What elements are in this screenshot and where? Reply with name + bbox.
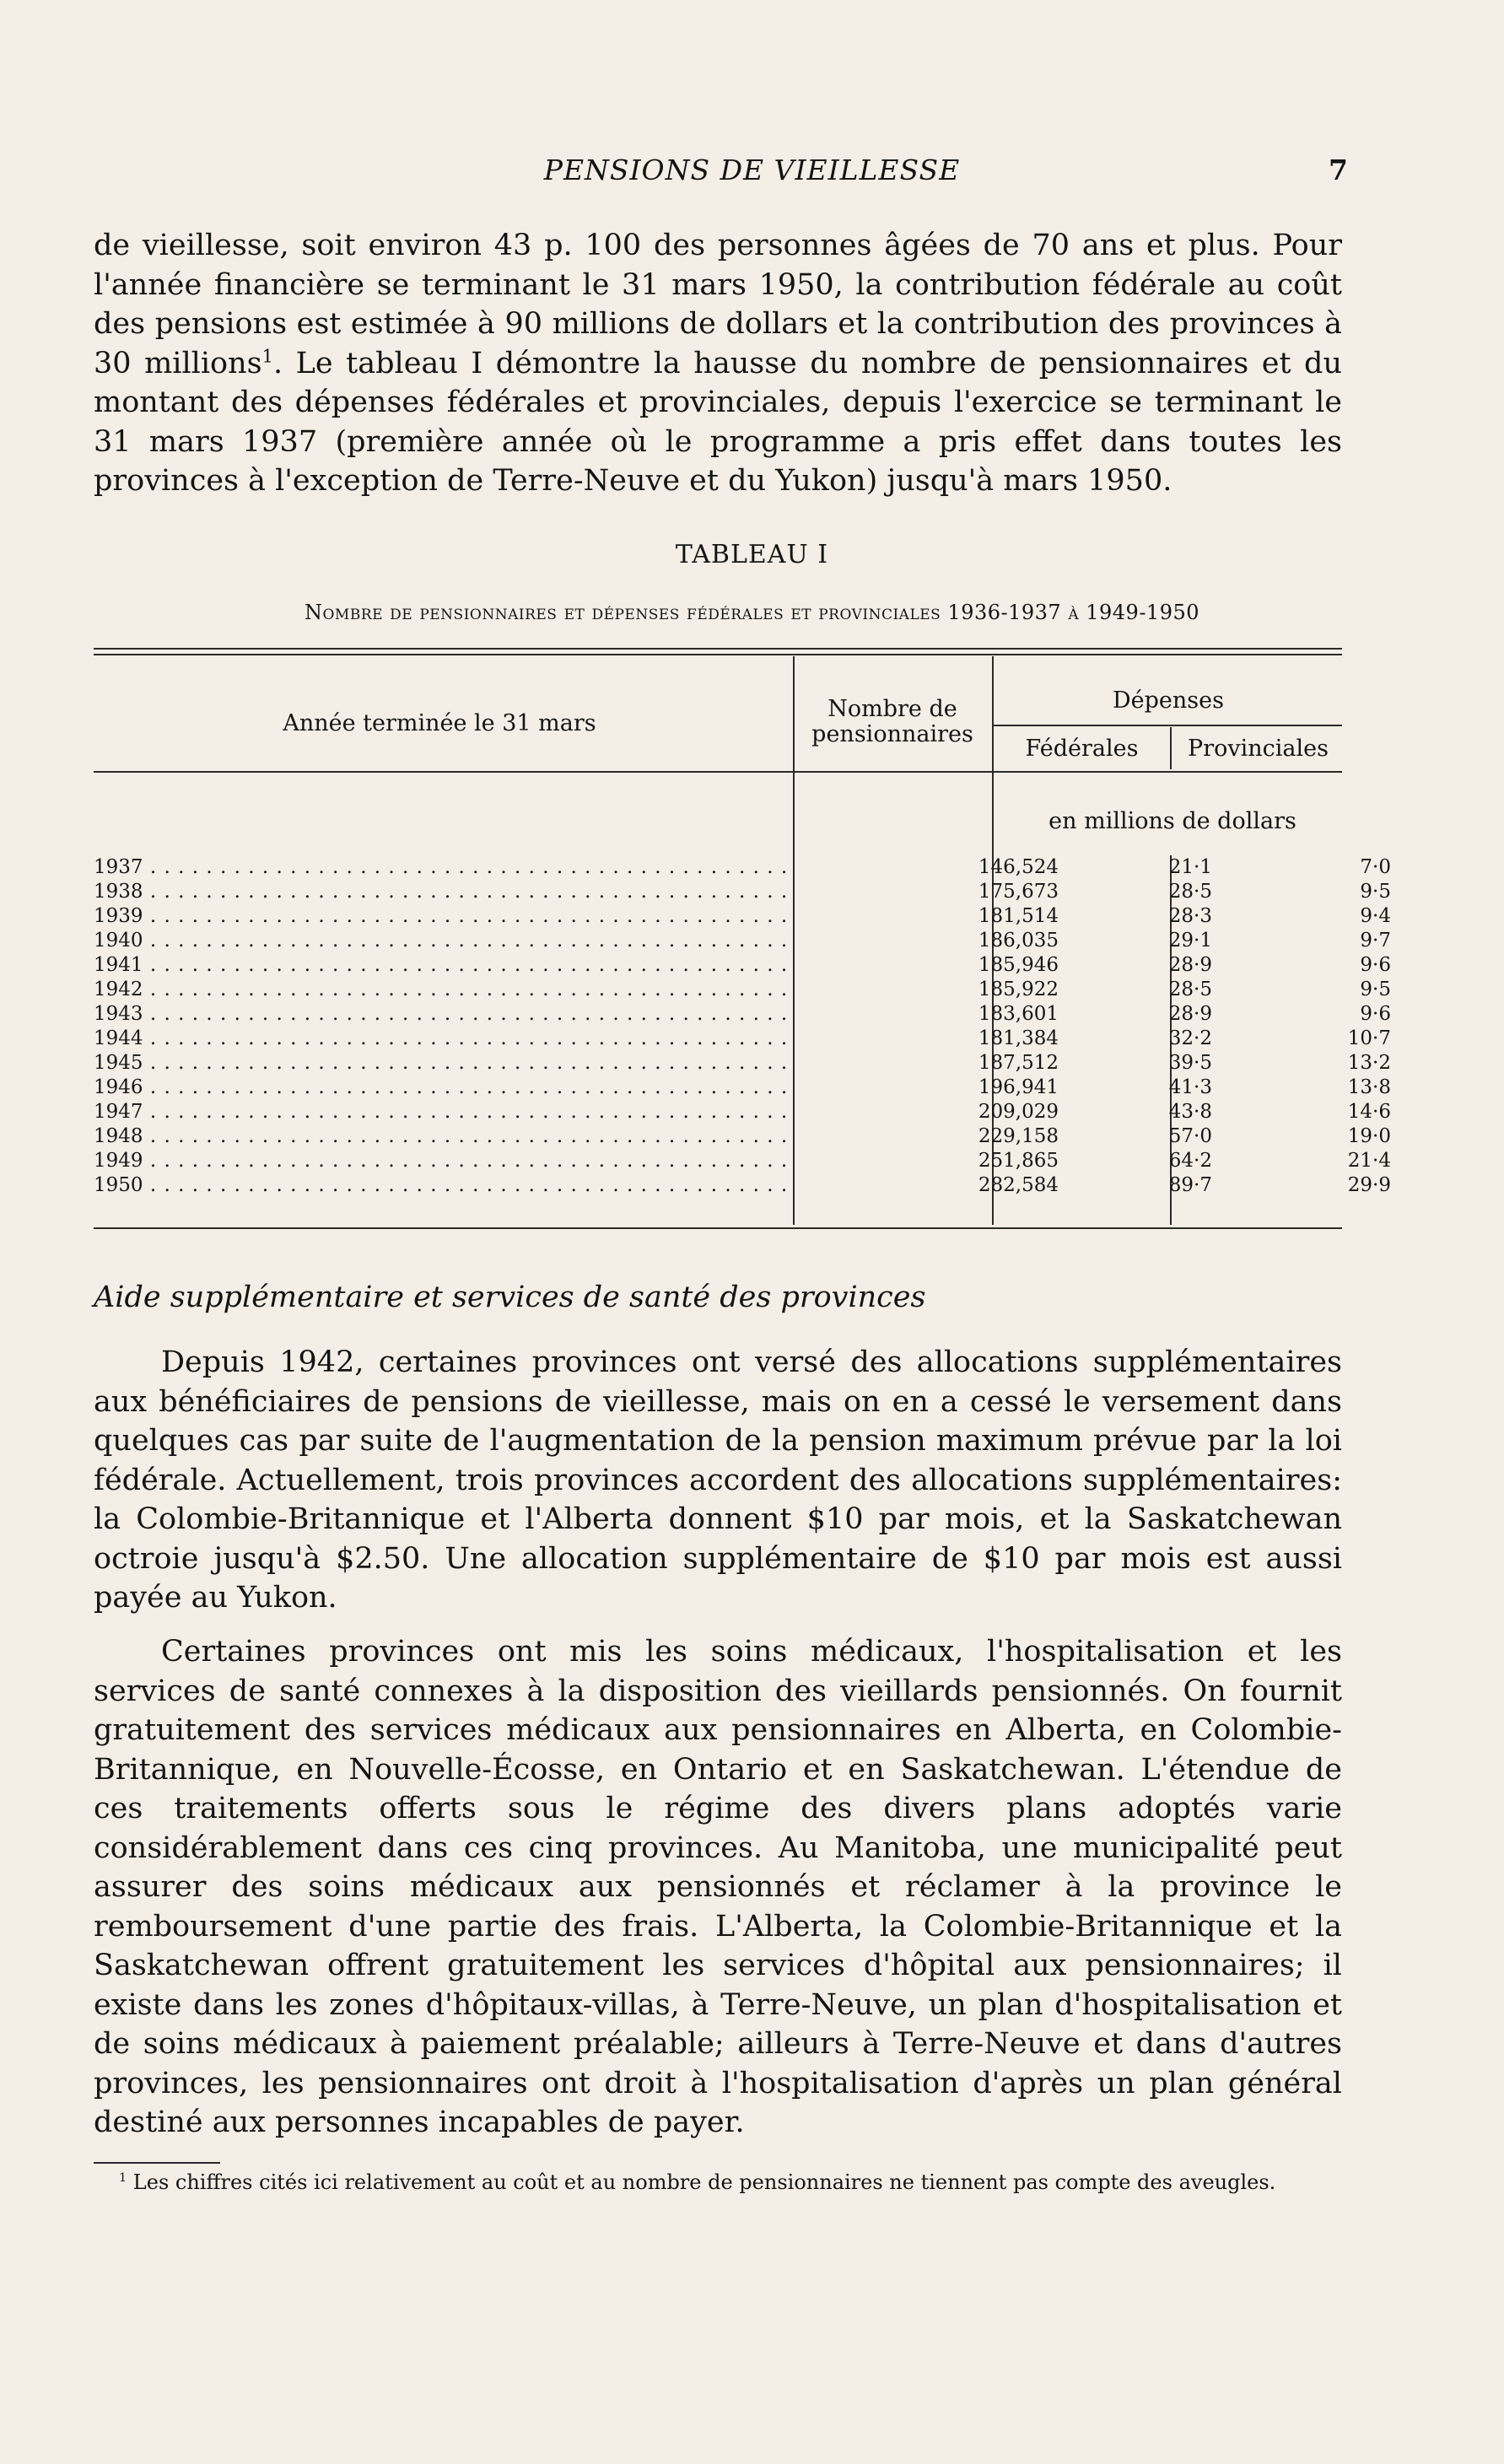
year-cell: 1948 . . . [94,1124,785,1149]
provincial-cell: 19·0 [1347,1125,1391,1147]
subcolumn-divider [1170,727,1172,769]
year-cell: 1939 . . . [94,904,785,929]
federal-cell: 57·0 [1168,1125,1212,1147]
count-cell: 251,865 [978,1150,1059,1172]
year-cell: 1943 . . . [94,1002,785,1027]
count-cell: 183,601 [978,1003,1059,1025]
count-cell: 186,035 [978,930,1059,952]
table-row [94,1027,1391,1051]
running-head: PENSIONS DE VIEILLESSE [543,154,961,186]
federal-cell: 28·5 [1168,881,1212,903]
count-cell: 175,673 [978,881,1059,903]
year-cell: 1946 . . . [94,1076,785,1100]
table-row [94,1051,1391,1076]
count-cell: 282,584 [978,1174,1059,1196]
footnote-text: Les chiffres cités ici relativement au coût et au nombre de pensionnaires ne tiennent pas compte des aveugles. [132,2170,1276,2194]
federal-cell: 89·7 [1168,1174,1212,1196]
table-title: TABLEAU I [675,540,829,569]
col-header-count: Nombre de pensionnaires [811,696,973,747]
col-header-expenses: Dépenses [1113,687,1224,714]
provincial-cell: 13·8 [1347,1076,1391,1098]
table-subtitle: Nombre de pensionnaires et dépenses fédérales et provinciales 1936-1937 à 1949-1950 [304,601,1200,624]
table-row [94,1100,1391,1124]
table-bottom-rule [94,1227,1342,1229]
year-cell: 1949 . . . [94,1149,785,1173]
paragraph-1-text-b: . Le tableau I démontre la hausse du nombre de pensionnaires et du montant des dépenses fédérales et provinciales, depuis l'exercice se terminant le 31 mars 1937 (première année où le programme a pris effet dans toutes les provinces à l'exception de Terre-Neuve et du Yukon) jusqu'à mars 1950. [94,346,1343,498]
header-bottom-rule [94,771,1342,773]
paragraph-2: Depuis 1942, certaines provinces ont versé des allocations supplémentaires aux bénéficiaires de pensions de vieillesse, mais on en a cessé le versement dans quelques cas par suite de l'augmentation de la pension maximum prévue par la loi fédérale. Actuellement, trois provinces accordent des allocations supplémentaires: la Colombie-Britannique et l'Alberta donnent $10 par mois, et la Saskatchewan octroie jusqu'à $2.50. Une allocation supplémentaire de $10 par mois est aussi payée au Yukon. [94,1345,1342,1615]
table-row [94,929,1391,953]
year-cell: 1942 . . . [94,978,785,1002]
federal-cell: 39·5 [1168,1052,1212,1074]
year-cell: 1940 . . . [94,929,785,953]
year-cell: 1941 . . . [94,953,785,978]
federal-cell: 28·9 [1168,954,1212,976]
provincial-cell: 9·4 [1360,905,1391,927]
table-row [94,1149,1391,1173]
year-cell: 1938 . . . [94,880,785,904]
provincial-cell: 7·0 [1360,856,1391,878]
paragraph-1-text-a: de vieillesse, soit environ 43 p. 100 des personnes âgées de 70 ans et plus. Pour l'année financière se terminant le 31 mars 1950, la contribution fédérale au coût des pensions est estimée à 90 millions de dollars et la contribution des provinces à 30 millions [94,229,1342,380]
count-cell: 196,941 [978,1076,1059,1098]
provincial-cell: 13·2 [1347,1052,1391,1074]
table-row [94,1076,1391,1100]
paragraph-3: Certaines provinces ont mis les soins médicaux, l'hospitalisation et les services de santé connexes à la disposition des vieillards pensionnés. On fournit gratuitement des services médicaux aux pensionnaires en Alberta, en Colombie-Britannique, en Nouvelle-Écosse, en Ontario et en Saskatchewan. L'étendue de ces traitements offerts sous le régime des divers plans adoptés varie considérablement dans ces cinq provinces. Au Manitoba, une municipalité peut assurer des soins médicaux aux pensionnés et réclamer à la province le remboursement d'une partie des frais. L'Alberta, la Colombie-Britannique et la Saskatchewan offrent gratuitement les services d'hôpital aux pensionnaires; il existe dans les zones d'hôpitaux-villas, à Terre-Neuve, un plan d'hospitalisation et de soins médicaux à paiement préalable; ailleurs à Terre-Neuve et dans d'autres provinces, les pensionnaires ont droit à l'hospitalisation d'après un plan général destiné aux personnes incapables de payer. [94,1635,1342,2139]
provincial-cell: 10·7 [1347,1027,1391,1049]
provincial-cell: 21·4 [1347,1150,1391,1172]
federal-cell: 43·8 [1168,1101,1212,1123]
units-label: en millions de dollars [1048,808,1296,834]
federal-cell: 28·5 [1168,979,1212,1000]
footnote-rule [94,2162,220,2164]
year-cell: 1945 . . . [94,1051,785,1076]
count-cell: 181,514 [978,905,1059,927]
federal-cell: 29·1 [1168,930,1212,952]
count-cell: 185,922 [978,979,1059,1000]
table-row [94,855,1391,880]
footnote [94,2170,1342,2195]
table-top-rule-2 [94,654,1342,655]
footnote-marker: 1 [119,2171,127,2185]
table-top-rule [94,648,1342,650]
table-row [94,1173,1391,1198]
table-row [94,904,1391,929]
count-cell: 181,384 [978,1027,1059,1049]
expenses-subrule [992,725,1342,726]
federal-cell: 64·2 [1168,1150,1212,1172]
provincial-cell: 29·9 [1347,1174,1391,1196]
count-cell: 146,524 [978,856,1059,878]
paragraph-1 [94,226,1342,501]
year-cell: 1947 . . . [94,1100,785,1124]
section-heading: Aide supplémentaire et services de santé des provinces [94,1281,926,1314]
year-cell: 1950 . . . [94,1173,785,1198]
col-header-federal: Fédérales [1025,736,1139,762]
provincial-cell: 9·7 [1360,930,1391,952]
page-number: 7 [1329,154,1348,186]
year-cell: 1937 . . . [94,855,785,880]
provincial-cell: 9·5 [1360,979,1391,1000]
federal-cell: 21·1 [1168,856,1212,878]
col-header-year: Année terminée le 31 mars [283,710,596,736]
federal-cell: 28·3 [1168,905,1212,927]
table-row [94,1002,1391,1027]
table-row [94,1124,1391,1149]
count-cell: 187,512 [978,1052,1059,1074]
col-header-provincial: Provinciales [1188,736,1329,762]
count-cell: 185,946 [978,954,1059,976]
provincial-cell: 9·5 [1360,881,1391,903]
table-row [94,978,1391,1002]
provincial-cell: 9·6 [1360,954,1391,976]
table-row [94,953,1391,978]
federal-cell: 41·3 [1168,1076,1212,1098]
federal-cell: 28·9 [1168,1003,1212,1025]
year-cell: 1944 . . . [94,1027,785,1051]
table-row [94,880,1391,904]
provincial-cell: 14·6 [1347,1101,1391,1123]
footnote-ref: 1 [261,345,273,366]
count-cell: 229,158 [978,1125,1059,1147]
provincial-cell: 9·6 [1360,1003,1391,1025]
federal-cell: 32·2 [1168,1027,1212,1049]
count-cell: 209,029 [978,1101,1059,1123]
